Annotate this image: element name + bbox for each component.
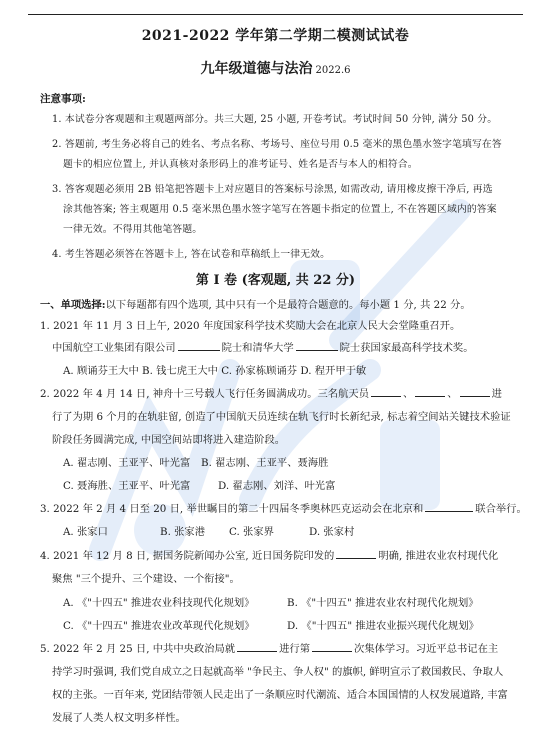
part-heading-line [40,296,471,311]
top-rule [28,14,523,15]
exam-title: 2021-2022 学年第二学期二模测试试卷 [141,28,410,44]
q4-option-d: D. 《"十四五" 推进农业振兴现代化规划》 [287,620,479,632]
q4-option-a: A. 《"十四五" 推进农业科技现代化规划》 [63,597,255,609]
exam-subject [0,58,551,78]
answer-blank [312,641,352,652]
q5-stem-line-3: 权的主张。一百年来, 党团结带领人民走出了一条顺应时代潮流、适合本国国情的人权发展道路, 丰富 [52,689,508,701]
answer-blank [415,386,445,397]
notice-item-2-line-1: 2. 答题前, 考生务必将自己的姓名、考点名称、考场号、座位号用 0.5 毫米的黑色墨水签字笔填写在答 [52,139,502,150]
answer-blank [460,386,490,397]
q1-stem-line-2 [52,339,474,354]
notice-item-4: 4. 考生答题必须答在答题卡上, 答在试卷和草稿纸上一律无效。 [52,249,331,260]
notice-item-3-line-2: 涂其他答案; 答主观题用 0.5 毫米黑色墨水签字笔写在答题卡指定的位置上, 不在答题区域内的答案 [63,204,497,215]
q3-option-d: D. 张家村 [309,526,355,538]
q2-option-a: A. 翟志刚、王亚平、叶光富 [63,457,191,469]
q3-option-c: C. 张家界 [229,526,274,538]
q1-stem: 1. 2021 年 11 月 3 日上午, 2020 年度国家科学技术奖励大会在北京人民大会堂隆重召开。 [40,320,461,332]
answer-blank [425,501,473,512]
subject-name: 九年级道德与法治 [200,61,313,77]
q2-option-d: D. 翟志刚、刘洋、叶光富 [218,480,336,492]
answer-blank [296,340,338,351]
q4-text-a: 4. 2021 年 12 月 8 日, 据国务院新闻办公室, 近日国务院印发的 [40,550,335,562]
q2-option-c: C. 聂海胜、王亚平、叶光富 [63,480,191,492]
q3-option-b: B. 张家港 [160,526,206,538]
notice-item-3-line-3: 一律无效。不得用其他笔答题。 [63,224,203,235]
q4-text-b: 明确, 推进农业农村现代化 [378,550,499,562]
q5-stem-line-2: 持学习时强调, 我们党自成立之日起就高举 "争民主、争人权" 的旗帜, 鲜明宣示了救国救民、争取人 [52,666,504,678]
q3-stem [40,500,527,515]
q4-option-b: B. 《"十四五" 推进农业农村现代化规划》 [287,597,479,609]
q5-stem-line-4: 发展了人类人权文明多样性。 [52,712,186,724]
answer-blank [178,340,220,351]
notice-heading: 注意事项: [40,93,86,105]
q1-text-a: 中国航空工业集团有限公司 [52,342,176,354]
q4-option-c: C. 《"十四五" 推进农业改革现代化规划》 [63,620,255,632]
q5-text-c: 次集体学习。习近平总书记在主 [354,643,499,655]
q5-stem-line-1 [40,640,498,655]
q3-text-b: 联合举行。 [475,503,527,515]
q2-text-a: 2. 2022 年 4 月 14 日, 神舟十三号载人飞行任务圆满成功。三名航天员 [40,388,369,400]
q5-text-b: 进行第 [279,643,311,655]
q3-option-a: A. 张家口 [63,526,108,538]
q2-stem-line-3: 阶段任务圆满完成, 中国空间站即将进入建造阶段。 [52,434,286,446]
q4-stem-line-1 [40,547,498,562]
exam-date: 2022.6 [315,65,351,76]
answer-blank [237,641,277,652]
part-description: 以下每题都有四个选项, 其中只有一个是最符合题意的。每小题 1 分, 共 22 分。 [105,299,471,311]
q3-text-a: 3. 2022 年 2 月 4 日至 20 日, 举世瞩目的第二十四届冬季奥林匹克运动会在北京和 [40,503,424,515]
notice-item-3-line-1: 3. 答客观题必须用 2B 铅笔把答题卡上对应题目的答案标号涂黑, 如需改动, 请用橡皮擦干净后, 再选 [52,184,493,195]
notice-item-1: 1. 本试卷分客观题和主观题两部分。共三大题, 25 小题, 开卷考试。考试时间 50 分钟, 满分 50 分。 [52,114,498,125]
q1-options: A. 顾诵芬王大中 B. 钱七虎王大中 C. 孙家栋顾诵芬 D. 程开甲于敏 [63,365,367,377]
q2-stem-line-1: 2. 2022 年 4 月 14 日, 神舟十三号载人飞行任务圆满成功。三名航天员 、 、 进 [40,388,502,400]
q2-option-b: B. 翟志刚、王亚平、聂海胜 [201,457,329,469]
answer-blank [371,386,401,397]
answer-blank [336,548,376,559]
q4-stem-line-2: 聚焦 "三个提升、三个建设、一个衔接"。 [52,573,240,585]
notice-item-2-line-2: 题卡的相应位置上, 并认真核对条形码上的准考证号、姓名是否与本人的相符合。 [63,159,418,170]
q2-text-b: 进 [491,388,502,400]
q5-text-a: 5. 2022 年 2 月 25 日, 中共中央政治局就 [40,643,236,655]
q2-stem-line-2: 行了为期 6 个月的在轨驻留, 创造了中国航天员连续在轨飞行时长新纪录, 标志着空间站关键技术验证 [52,411,511,423]
q1-text-b: 院士和清华大学 [221,342,294,354]
part-heading: 一、单项选择: [40,299,106,311]
section-title: 第 I 卷 (客观题, 共 22 分) [195,273,356,288]
q1-text-c: 院士获国家最高科学技术奖。 [339,342,474,354]
